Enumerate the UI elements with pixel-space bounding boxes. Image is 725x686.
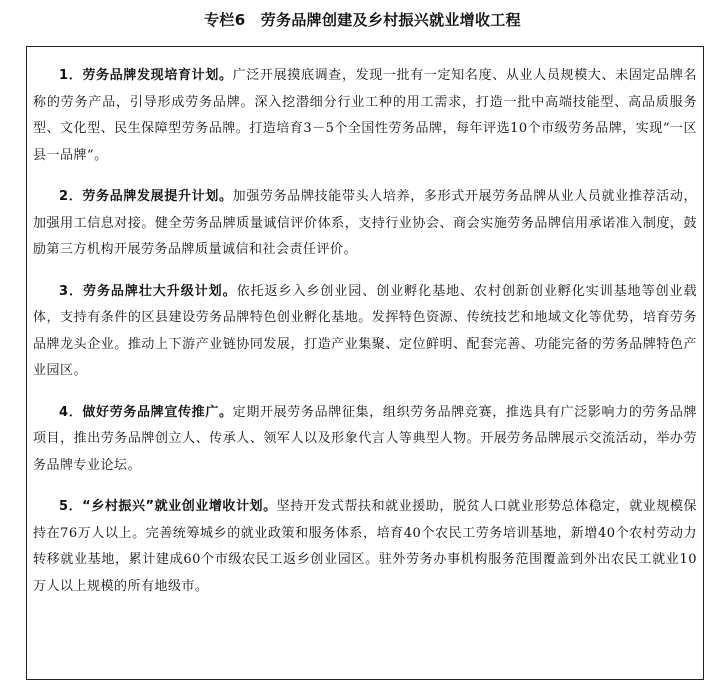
item-5-heading: 5．“乡村振兴”就业创业增收计划。: [59, 499, 277, 514]
item-4-heading: 4．做好劳务品牌宣传推广。: [59, 404, 233, 420]
item-3-body: 依托返乡入乡创业园、创业孵化基地、农村创新创业孵化实训基地等创业载体，支持有条件的区县建设劳务品牌特色创业孵化基地。发挥特色资源、传统技艺和地域文化等优势，培育劳务品牌龙头企业。推动上下游产业链协同发展，打造产业集聚、定位鲜明、配套完善、功能完备的劳务品牌特色产业园区。: [33, 283, 697, 378]
item-1: [33, 63, 697, 169]
item-5: [33, 494, 697, 600]
item-1-body: 广泛开展摸底调查，发现一批有一定知名度、从业人员规模大、未固定品牌名称的劳务产品，引导形成劳务品牌。深入挖潜细分行业工种的用工需求，打造一批中高端技能型、高品质服务型、文化型、民生保障型劳务品牌。打造培育3－5个全国性劳务品牌，每年评选10个市级劳务品牌，实现“一区县一品牌”。: [33, 68, 697, 163]
item-1-heading: 1．劳务品牌发现培育计划。: [59, 68, 233, 83]
item-4-body: 定期开展劳务品牌征集，组织劳务品牌竞赛，推选具有广泛影响力的劳务品牌项目，推出劳务品牌创立人、传承人、领军人以及形象代言人等典型人物。开展劳务品牌展示交流活动，举办劳务品牌专业论坛。: [33, 404, 697, 473]
column-title: 专栏6 劳务品牌创建及乡村振兴就业增收工程: [204, 11, 521, 29]
column-box: [26, 46, 704, 680]
item-3: [33, 279, 697, 385]
item-2: [33, 184, 697, 264]
item-5-body: 坚持开发式帮扶和就业援助，脱贫人口就业形势总体稳定，就业规模保持在76万人以上。完善统筹城乡的就业政策和服务体系，培育40个农民工劳务培训基地，新增40个农村劳动力转移就业基地，累计建成60个市级农民工返乡创业园区。驻外劳务办事机构服务范围覆盖到外出农民工就业10万人以上规模的所有地级市。: [33, 499, 697, 594]
item-3-heading: 3．劳务品牌壮大升级计划。: [59, 283, 237, 299]
item-4: [33, 400, 697, 480]
item-2-heading: 2．劳务品牌发展提升计划。: [59, 189, 233, 204]
item-2-body: 加强劳务品牌技能带头人培养，多形式开展劳务品牌从业人员就业推荐活动，加强用工信息对接。健全劳务品牌质量诚信评价体系，支持行业协会、商会实施劳务品牌信用承诺准入制度，鼓励第三方机构开展劳务品牌质量诚信和社会责任评价。: [33, 189, 697, 257]
